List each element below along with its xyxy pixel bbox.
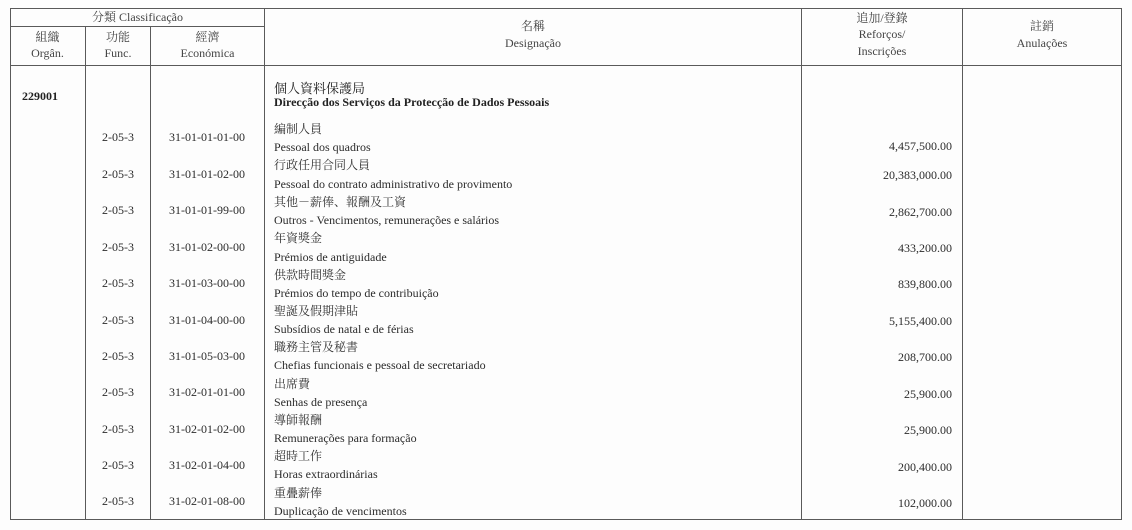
reinforcement-amount: 2,862,700.00 <box>889 205 952 219</box>
item-name-zh: 其他－薪俸、報酬及工資 <box>274 195 407 209</box>
func-code: 2-05-3 <box>102 349 134 363</box>
func-header-pt: Func. <box>104 46 132 60</box>
item-name-pt: Remunerações para formação <box>274 431 417 445</box>
designation-header-pt: Designação <box>505 36 561 50</box>
reinforcement-amount: 839,800.00 <box>898 277 952 291</box>
item-name-pt: Outros - Vencimentos, remunerações e salários <box>274 213 500 227</box>
item-name-pt: Prémios de antiguidade <box>274 250 387 264</box>
reinforcement-amount: 5,155,400.00 <box>889 314 952 328</box>
reinforcement-amount: 102,000.00 <box>898 496 952 510</box>
annulments-header-pt: Anulações <box>1016 36 1068 50</box>
func-code: 2-05-3 <box>102 167 134 181</box>
economic-code: 31-01-01-01-00 <box>169 130 245 144</box>
col-border-func-eco <box>150 26 151 520</box>
item-name-pt: Senhas de presença <box>274 395 368 409</box>
economic-code: 31-02-01-04-00 <box>169 458 245 472</box>
item-name-pt: Subsídios de natal e de férias <box>274 322 414 336</box>
func-code: 2-05-3 <box>102 130 134 144</box>
item-name-zh: 超時工作 <box>274 449 323 463</box>
col-border-desc-amt <box>801 8 802 520</box>
item-name-pt: Duplicação de vencimentos <box>274 504 407 518</box>
item-name-zh: 重疊薪俸 <box>274 486 323 500</box>
economic-code: 31-01-01-02-00 <box>169 167 245 181</box>
economic-code: 31-02-01-02-00 <box>169 422 245 436</box>
item-name-zh: 行政任用合同人員 <box>274 158 371 172</box>
col-border-amt-ann <box>962 8 963 520</box>
reinforcement-amount: 433,200.00 <box>898 241 952 255</box>
func-code: 2-05-3 <box>102 458 134 472</box>
reinforcements-header-zh: 追加/登錄 <box>856 11 908 25</box>
reinforcement-amount: 200,400.00 <box>898 460 952 474</box>
item-name-zh: 聖誕及假期津貼 <box>274 304 359 318</box>
func-code: 2-05-3 <box>102 240 134 254</box>
economic-code: 31-01-05-03-00 <box>169 349 245 363</box>
item-name-pt: Chefias funcionais e pessoal de secretariado <box>274 358 486 372</box>
col-border-eco-desc <box>264 8 265 520</box>
func-code: 2-05-3 <box>102 494 134 508</box>
item-name-zh: 職務主管及秘書 <box>274 340 359 354</box>
item-name-zh: 導師報酬 <box>274 413 323 427</box>
table-top-border <box>10 8 1122 9</box>
economic-code: 31-01-03-00-00 <box>169 276 245 290</box>
item-name-pt: Horas extraordinárias <box>274 467 378 481</box>
classification-divider <box>10 26 265 27</box>
func-header-zh: 功能 <box>105 30 130 44</box>
annulments-header-zh: 註銷 <box>1029 19 1054 33</box>
func-code: 2-05-3 <box>102 313 134 327</box>
item-name-zh: 年資獎金 <box>274 231 323 245</box>
reinforcement-amount: 208,700.00 <box>898 350 952 364</box>
entity-name-pt: Direcção dos Serviços da Protecção de Dados Pessoais <box>274 95 550 109</box>
organ-code: 229001 <box>22 89 58 103</box>
table-bottom-border <box>10 519 1122 520</box>
col-border-right <box>1121 8 1122 520</box>
eco-header-pt: Económica <box>180 46 235 60</box>
item-name-pt: Prémios do tempo de contribuição <box>274 286 439 300</box>
reinforcement-amount: 4,457,500.00 <box>889 139 952 153</box>
organ-header-zh: 組織 <box>35 30 60 44</box>
col-border-left <box>10 8 11 520</box>
economic-code: 31-01-01-99-00 <box>169 203 245 217</box>
entity-name-zh: 個人資料保護局 <box>274 81 366 96</box>
classification-header: 分類 Classificação <box>92 10 183 24</box>
reinforcement-amount: 25,900.00 <box>904 423 952 437</box>
economic-code: 31-02-01-01-00 <box>169 385 245 399</box>
economic-code: 31-02-01-08-00 <box>169 494 245 508</box>
func-code: 2-05-3 <box>102 422 134 436</box>
item-name-zh: 編制人員 <box>274 122 323 136</box>
func-code: 2-05-3 <box>102 276 134 290</box>
item-name-pt: Pessoal do contrato administrativo de provimento <box>274 177 513 191</box>
reinforcements-header-pt1: Reforços/ <box>858 27 906 41</box>
header-bottom-border <box>10 65 1122 66</box>
economic-code: 31-01-02-00-00 <box>169 240 245 254</box>
reinforcement-amount: 20,383,000.00 <box>883 168 952 182</box>
col-border-organ-func <box>85 26 86 520</box>
func-code: 2-05-3 <box>102 385 134 399</box>
item-name-zh: 供款時間獎金 <box>274 268 347 282</box>
designation-header-zh: 名稱 <box>520 19 545 33</box>
reinforcement-amount: 25,900.00 <box>904 387 952 401</box>
item-name-pt: Pessoal dos quadros <box>274 140 371 154</box>
func-code: 2-05-3 <box>102 203 134 217</box>
reinforcements-header-pt2: Inscrições <box>857 44 907 58</box>
item-name-zh: 出席費 <box>274 377 311 391</box>
eco-header-zh: 經濟 <box>195 30 220 44</box>
organ-header-pt: Orgân. <box>31 46 64 60</box>
economic-code: 31-01-04-00-00 <box>169 313 245 327</box>
